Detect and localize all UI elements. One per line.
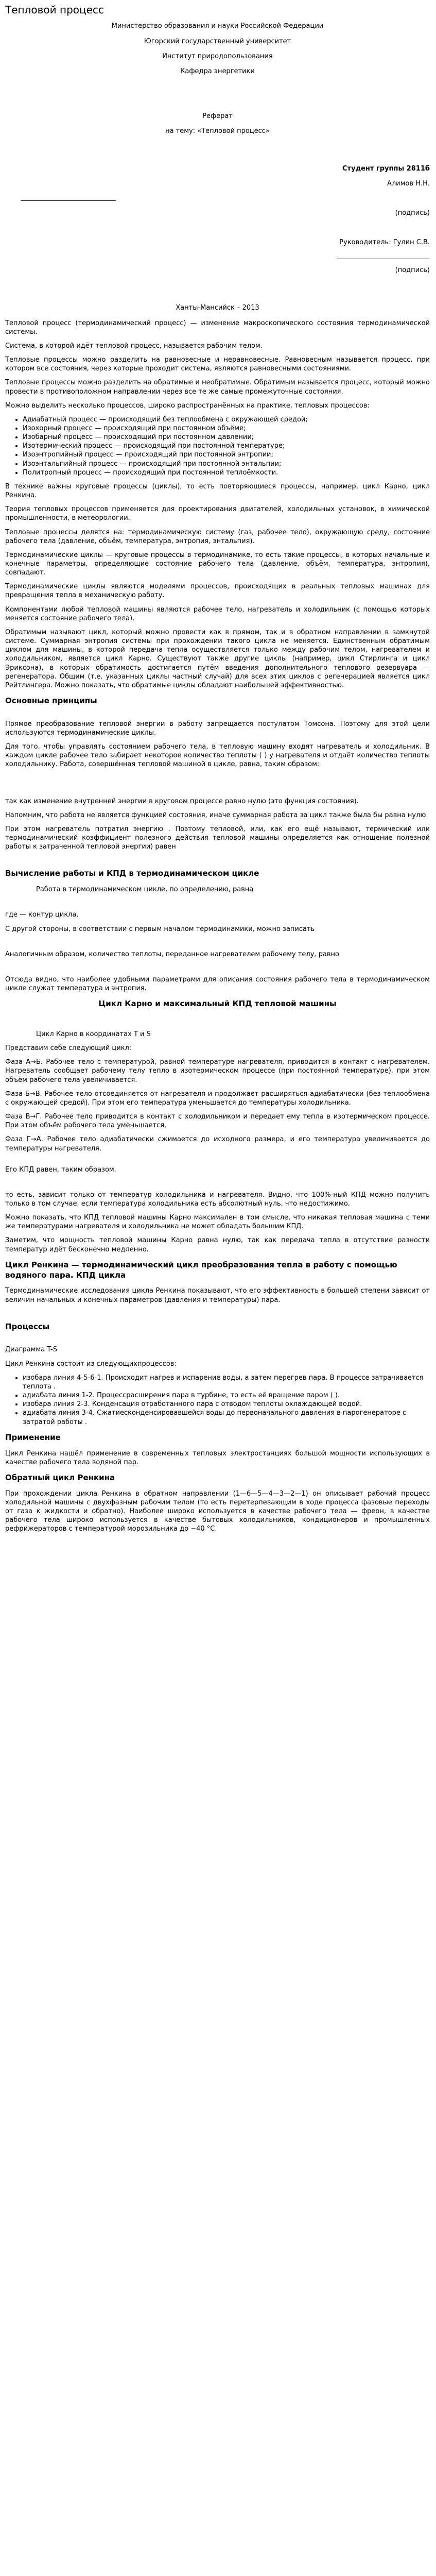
- list-item: • Изохорный процесс — происходящий при постоянном объёме;: [23, 424, 430, 433]
- rankine-section: [5, 1260, 430, 1534]
- paragraph: Теория тепловых процессов применяется для проектирования двигателей, холодильных установок, в химической промышленности, в метеорологии.: [5, 505, 430, 522]
- list-item: • изобара линия 4-5-6-1. Происходит нагрев и испарение воды, а затем перегрев пара. В процессе затрачивается теплота .: [23, 1374, 430, 1391]
- formula-placeholder: [5, 1179, 430, 1185]
- paragraph: Система, в которой идёт тепловой процесс, называется рабочим телом.: [5, 342, 263, 350]
- list-item: • Адиабатный процесс — происходящий без теплообмена с окружающей средой;: [23, 415, 430, 424]
- formula-placeholder: [5, 964, 430, 970]
- signature-label: (подпись): [395, 266, 430, 275]
- paragraph: Его КПД равен, таким образом.: [5, 1165, 116, 1174]
- paragraph: Термодинамические циклы являются моделями процессов, происходящих в реальных тепловых машинах для превращения тепла в механическую работу.: [5, 583, 430, 600]
- section-heading: Процессы: [5, 1321, 50, 1331]
- paragraph: Тепловой процесс (термодинамический процесс) — изменение макроскопического состояния термодинамической системы.: [5, 319, 430, 336]
- list-item: • Изоэнтальпийный процесс — происходящий при постоянной энтальпии;: [23, 460, 430, 468]
- paragraph: Аналогичным образом, количество теплоты, переданное нагревателем рабочему телу, равно: [5, 950, 340, 958]
- diagram-caption: Диаграмма T-S: [5, 1346, 58, 1354]
- paragraph: Цикл Ренкина нашёл применение в современных тепловых электростанциях большой мощности использующих в качестве рабочего тела водяной пар.: [5, 1449, 430, 1466]
- list-item: • изобара линия 2-3. Конденсация отработанного пара с отводом теплоты охлаждающей водой.: [23, 1400, 430, 1409]
- paragraph: Фаза Г→А. Рабочее тело адиабатически сжимается до исходного размера, и его температура увеличивается до температуры нагревателя.: [5, 1136, 430, 1153]
- paragraph: Прямое преобразование тепловой энергии в работу запрещается постулатом Томсона. Поэтому для этой цели используются термодинамические циклы.: [5, 720, 430, 737]
- process-types-list: [5, 415, 430, 477]
- paragraph: При этом нагреватель потратил энергию . Поэтому тепловой, или, как его ещё называют, термический или термодинамический коэффициент полезного действия тепловой машины определяется как отношение полезной работы к затраченной тепловой энергии) равен: [5, 825, 430, 851]
- city-year: Ханты-Мансийск – 2013: [176, 304, 259, 312]
- paragraph: С другой стороны, в соответствии с первым началом термодинамики, можно записать: [5, 925, 315, 933]
- section-heading: Применение: [5, 1432, 61, 1442]
- diagram-caption: Цикл Карно в координатах T и S: [36, 1030, 151, 1038]
- paragraph: Представим себе следующий цикл:: [5, 1044, 132, 1053]
- paragraph: Фаза А→Б. Рабочее тело с температурой, равной температуре нагревателя, приводится в контакт с нагревателем. Нагреватель сообщает рабочему телу тепло в изотермическом процессе (при постоянной температуре), при этом объём рабочего тела увеличивается.: [5, 1058, 430, 1084]
- formula-placeholder: [5, 939, 430, 945]
- section-heading: Основные принципы: [5, 696, 97, 706]
- list-item: • Изоэнтропийный процесс — происходящий при постоянной энтропии;: [23, 450, 430, 459]
- paragraph: Для того, чтобы управлять состоянием рабочего тела, в тепловую машину входят нагреватель и холодильник. В каждом цикле рабочее тело забирает некоторое количество теплоты ( ) у нагревателя и отдаёт количество теплоты холодильнику. Работа, совершённая тепловой машиной в цикле, равна, таким образом:: [5, 743, 430, 769]
- paragraph: Можно выделить несколько процессов, широко распространённых на практике, тепловых процессов:: [5, 401, 370, 410]
- signature-line: [21, 200, 116, 201]
- list-item: • Изобарный процесс — происходящий при постоянном давлении;: [23, 433, 430, 442]
- formula-placeholder: [5, 856, 430, 862]
- formula-placeholder: [5, 786, 430, 792]
- paragraph: Тепловые процессы делятся на: термодинамическую систему (газ, рабочее тело), окружающую среду, состояние рабочего тела (давление, объём, температура, энтропия, энтальпия).: [5, 528, 430, 545]
- formula-placeholder: [5, 774, 430, 781]
- formula-placeholder: [5, 1310, 430, 1316]
- section-heading: Обратный цикл Ренкина: [5, 1472, 115, 1482]
- paragraph: Можно показать, что КПД тепловой машины Карно максимален в том смысле, что никакая тепловая машина с теми же температурами нагревателя и холодильника не может обладать большим КПД.: [5, 1214, 430, 1231]
- paragraph: Тепловые процессы можно разделить на обратимые и необратимые. Обратимым называется процесс, который можно провести в противоположном направлении через все те же самые промежуточные состояния.: [5, 379, 430, 396]
- carnot-section: [5, 999, 430, 1254]
- paragraph: При прохождении цикла Ренкина в обратном направлении (1—6—5—4—3—2—1) он описывает рабочий процесс холодильной машины с двухфазным рабочим телом (то есть перетерпевающим в ходе процесса фазовые переходы от газа к жидкости и обратно). Наиболее широко используется в качестве рабочего тела — фреон, в качестве рабочего тела широко используется в качестве бытовых холодильников, кондиционеров и промышленных рефрижераторов с температурой морозильника до −40 °С.: [5, 1489, 430, 1533]
- list-item: • адиабата линия 3-4. Сжатиесконденсировавшейся воды до первоначального давления в парогенераторе с затратой работы .: [23, 1409, 430, 1426]
- work-type: Реферат: [202, 112, 233, 121]
- institute-name: Институт природопользования: [162, 52, 273, 60]
- document-title: Тепловой процесс: [5, 4, 104, 16]
- ministry-name: Министерство образования и науки Российской Федерации: [111, 22, 324, 30]
- student-name: Алимов Н.Н.: [387, 180, 430, 188]
- university-name: Югорский государственный университет: [144, 37, 291, 45]
- paragraph: Напомним, что работа не является функцией состояния, иначе суммарная работа за цикл также была бы равна нулю.: [5, 811, 428, 819]
- paragraph: Работа в термодинамическом цикле, по определению, равна: [36, 886, 254, 894]
- list-item: • адиабата линия 1-2. Процессрасширения пара в турбине, то есть её вращение паром ( ).: [23, 1391, 430, 1400]
- principles-section: [5, 696, 430, 862]
- signature-label: (подпись): [395, 209, 430, 217]
- title-page: [5, 22, 430, 312]
- paragraph: Тепловые процессы можно разделить на равновесные и неравновесные. Равновесным называется процесс, при котором все состояния, через которые проходит система, являются равновесными состояниями.: [5, 356, 430, 373]
- paragraph: то есть, зависит только от температур холодильника и нагревателя. Видно, что 100%-ный КПД можно получить только в том случае, если температура холодильника есть абсолютный нуль, что недостижимо.: [5, 1191, 430, 1208]
- paragraph: Фаза В→Г. Рабочее тело приводится в контакт с холодильником и передает ему тепла в изотермическом процессе. При этом объём рабочего тела уменьшается.: [5, 1113, 430, 1130]
- work-section: [5, 869, 430, 993]
- intro-section: [5, 319, 430, 690]
- paragraph: Термодинамические циклы — круговые процессы в термодинамике, то есть такие процессы, в которых начальные и конечные параметры, определяющие состояние рабочего тела (давление, объём, температура, энтропия), совпадают.: [5, 551, 430, 577]
- rankine-process-list: [5, 1374, 430, 1427]
- section-heading: Цикл Ренкина — термодинамический цикл преобразования тепла в работу с помощью водяного пара. КПД цикла: [5, 1260, 397, 1280]
- list-item: • Изотермический процесс — происходящий при постоянной температуре;: [23, 442, 430, 450]
- paragraph: Обратимым называют цикл, который можно провести как в прямом, так и в обратном направлении в замкнутой системе. Суммарная энтропия системы при прохождении такого цикла не меняется. Единственным обратимым циклом для машины, в которой передача тепла осуществляется только между рабочим телом, нагревателем и холодильником, является цикл Карно. Существуют также другие циклы (например, цикл Стирлинга и цикл Эриксона), в которых обратимость достигается путём введения дополнительного теплового резервуара — регенератора. Общим (т.е. указанных циклы частный случай) для всех этих циклов с регенерацией является цикл Рейтлингера. Можно показать, что обратимые циклы обладают наибольшей эффективностью.: [5, 628, 430, 689]
- formula-placeholder: [5, 899, 430, 905]
- paragraph: так как изменение внутренней энергии в круговом процессе равно нулю (это функция состояния).: [5, 797, 359, 805]
- paragraph: где — контур цикла.: [5, 911, 79, 919]
- paragraph: Термодинамические исследования цикла Ренкина показывают, что его эффективность в большей степени зависит от величин начальных и конечных параметров (давления и температуры) пара.: [5, 1287, 430, 1304]
- paragraph: Цикл Ренкина состоит из следующихпроцессов:: [5, 1360, 177, 1368]
- section-heading: Цикл Карно и максимальный КПД тепловой машины: [98, 999, 337, 1009]
- paragraph: Компонентами любой тепловой машины являются рабочее тело, нагреватель и холодильник (с помощью которых меняется состояние рабочего тела).: [5, 605, 430, 622]
- paragraph: В технике важны круговые процессы (циклы), то есть повторяющиеся процессы, например, цикл Карно, цикл Ренкина.: [5, 482, 430, 500]
- paragraph: Заметим, что мощность тепловой машины Карно равна нулю, так как передача тепла в отсутствие разности температур идёт бесконечно медленно.: [5, 1236, 430, 1253]
- department-name: Кафедра энергетики: [180, 67, 255, 75]
- work-topic: на тему: «Тепловой процесс»: [165, 127, 270, 135]
- list-item: • Политропный процесс — происходящий при постоянной теплоёмкости.: [23, 468, 430, 477]
- paragraph: Отсюда видно, что наиболее удобными параметрами для описания состояния рабочего тела в термодинамическом цикле служат температура и энтропия.: [5, 975, 430, 992]
- supervisor-name: Руководитель: Гулин С.В.: [339, 238, 430, 246]
- student-group: Студент группы 2811б: [342, 165, 430, 173]
- paragraph: Фаза Б→В. Рабочее тело отсоединяется от нагревателя и продолжает расширяться адиабатически (без теплообмена с окружающей средой). При этом его температура уменьшается до температуры холодильника.: [5, 1090, 430, 1107]
- section-heading: Вычисление работы и КПД в термодинамическом цикле: [5, 869, 259, 878]
